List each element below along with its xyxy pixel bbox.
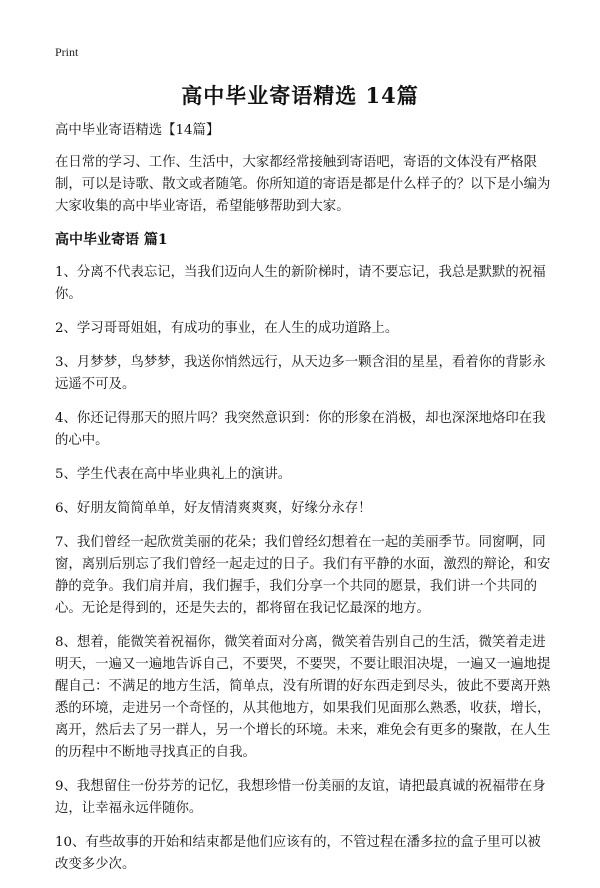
- section-heading: 高中毕业寄语 篇1: [55, 232, 168, 248]
- list-item: 10、有些故事的开始和结束都是他们应该有的，不管过程在潘多拉的盒子里可以被改变多少次。: [55, 835, 541, 872]
- article-subtitle: 高中毕业寄语精选【14篇】: [55, 123, 220, 138]
- list-item: 9、我想留住一份芬芳的记忆，我想珍惜一份美丽的友谊，请把最真诚的祝福带在身边，让幸福永远伴随你。: [55, 779, 546, 816]
- intro-paragraph: 在日常的学习、工作、生活中，大家都经常接触到寄语吧，寄语的文体没有严格限制，可以是诗歌、散文或者随笔。你所知道的寄语是都是什么样子的？以下是小编为大家收集的高中毕业寄语，希望能够帮助到大家。: [55, 155, 551, 214]
- page-title: 高中毕业寄语精选 14篇: [181, 83, 419, 108]
- list-item: 2、学习哥哥姐姐，有成功的事业，在人生的成功道路上。: [55, 321, 399, 336]
- list-item: 6、好朋友简简单单，好友情清爽爽爽，好缘分永存！: [55, 501, 372, 516]
- list-item: 8、想着，能微笑着祝福你，微笑着面对分离，微笑着告别自己的生活，微笑着走进明天，一遍又一遍地告诉自己，不要哭，不要哭，不要让眼泪决堤，一遍又一遍地提醒自己：不满足的地方生活，简单点，没有所谓的好东西走到尽头，彼此不要离开熟悉的环境，走进另一个奇怪的，从其他地方，如果我们见面那么熟悉，收获，增长，离开，然后去了另一群人，另一个增长的环境。未来，难免会有更多的聚散，在人生的历程中不断地寻找真正的自我。: [55, 635, 551, 760]
- article-body: [55, 120, 553, 888]
- list-item: 1、分离不代表忘记，当我们迈向人生的新阶梯时，请不要忘记，我总是默默的祝福你。: [55, 265, 546, 302]
- list-item: 5、学生代表在高中毕业典礼上的演讲。: [55, 467, 292, 482]
- list-item: 4、你还记得那天的照片吗？我突然意识到：你的形象在消极，却也深深地烙印在我的心中。: [55, 411, 546, 448]
- print-label: Print: [55, 45, 79, 59]
- list-item: 3、月梦梦，鸟梦梦，我送你悄然远行，从天边多一颗含泪的星星，看着你的背影永远遥不可及。: [55, 355, 546, 392]
- list-item: 7、我们曾经一起欣赏美丽的花朵；我们曾经幻想着在一起的美丽季节。同窗啊，同窗，离别后别忘了我们曾经一起走过的日子。我们有平静的水面，激烈的辩论，和安静的竞争。我们肩并肩，我们握手，我们分享一个共同的愿景，我们讲一个共同的心。无论是得到的，还是失去的，都将留在我记忆最深的地方。: [55, 535, 551, 616]
